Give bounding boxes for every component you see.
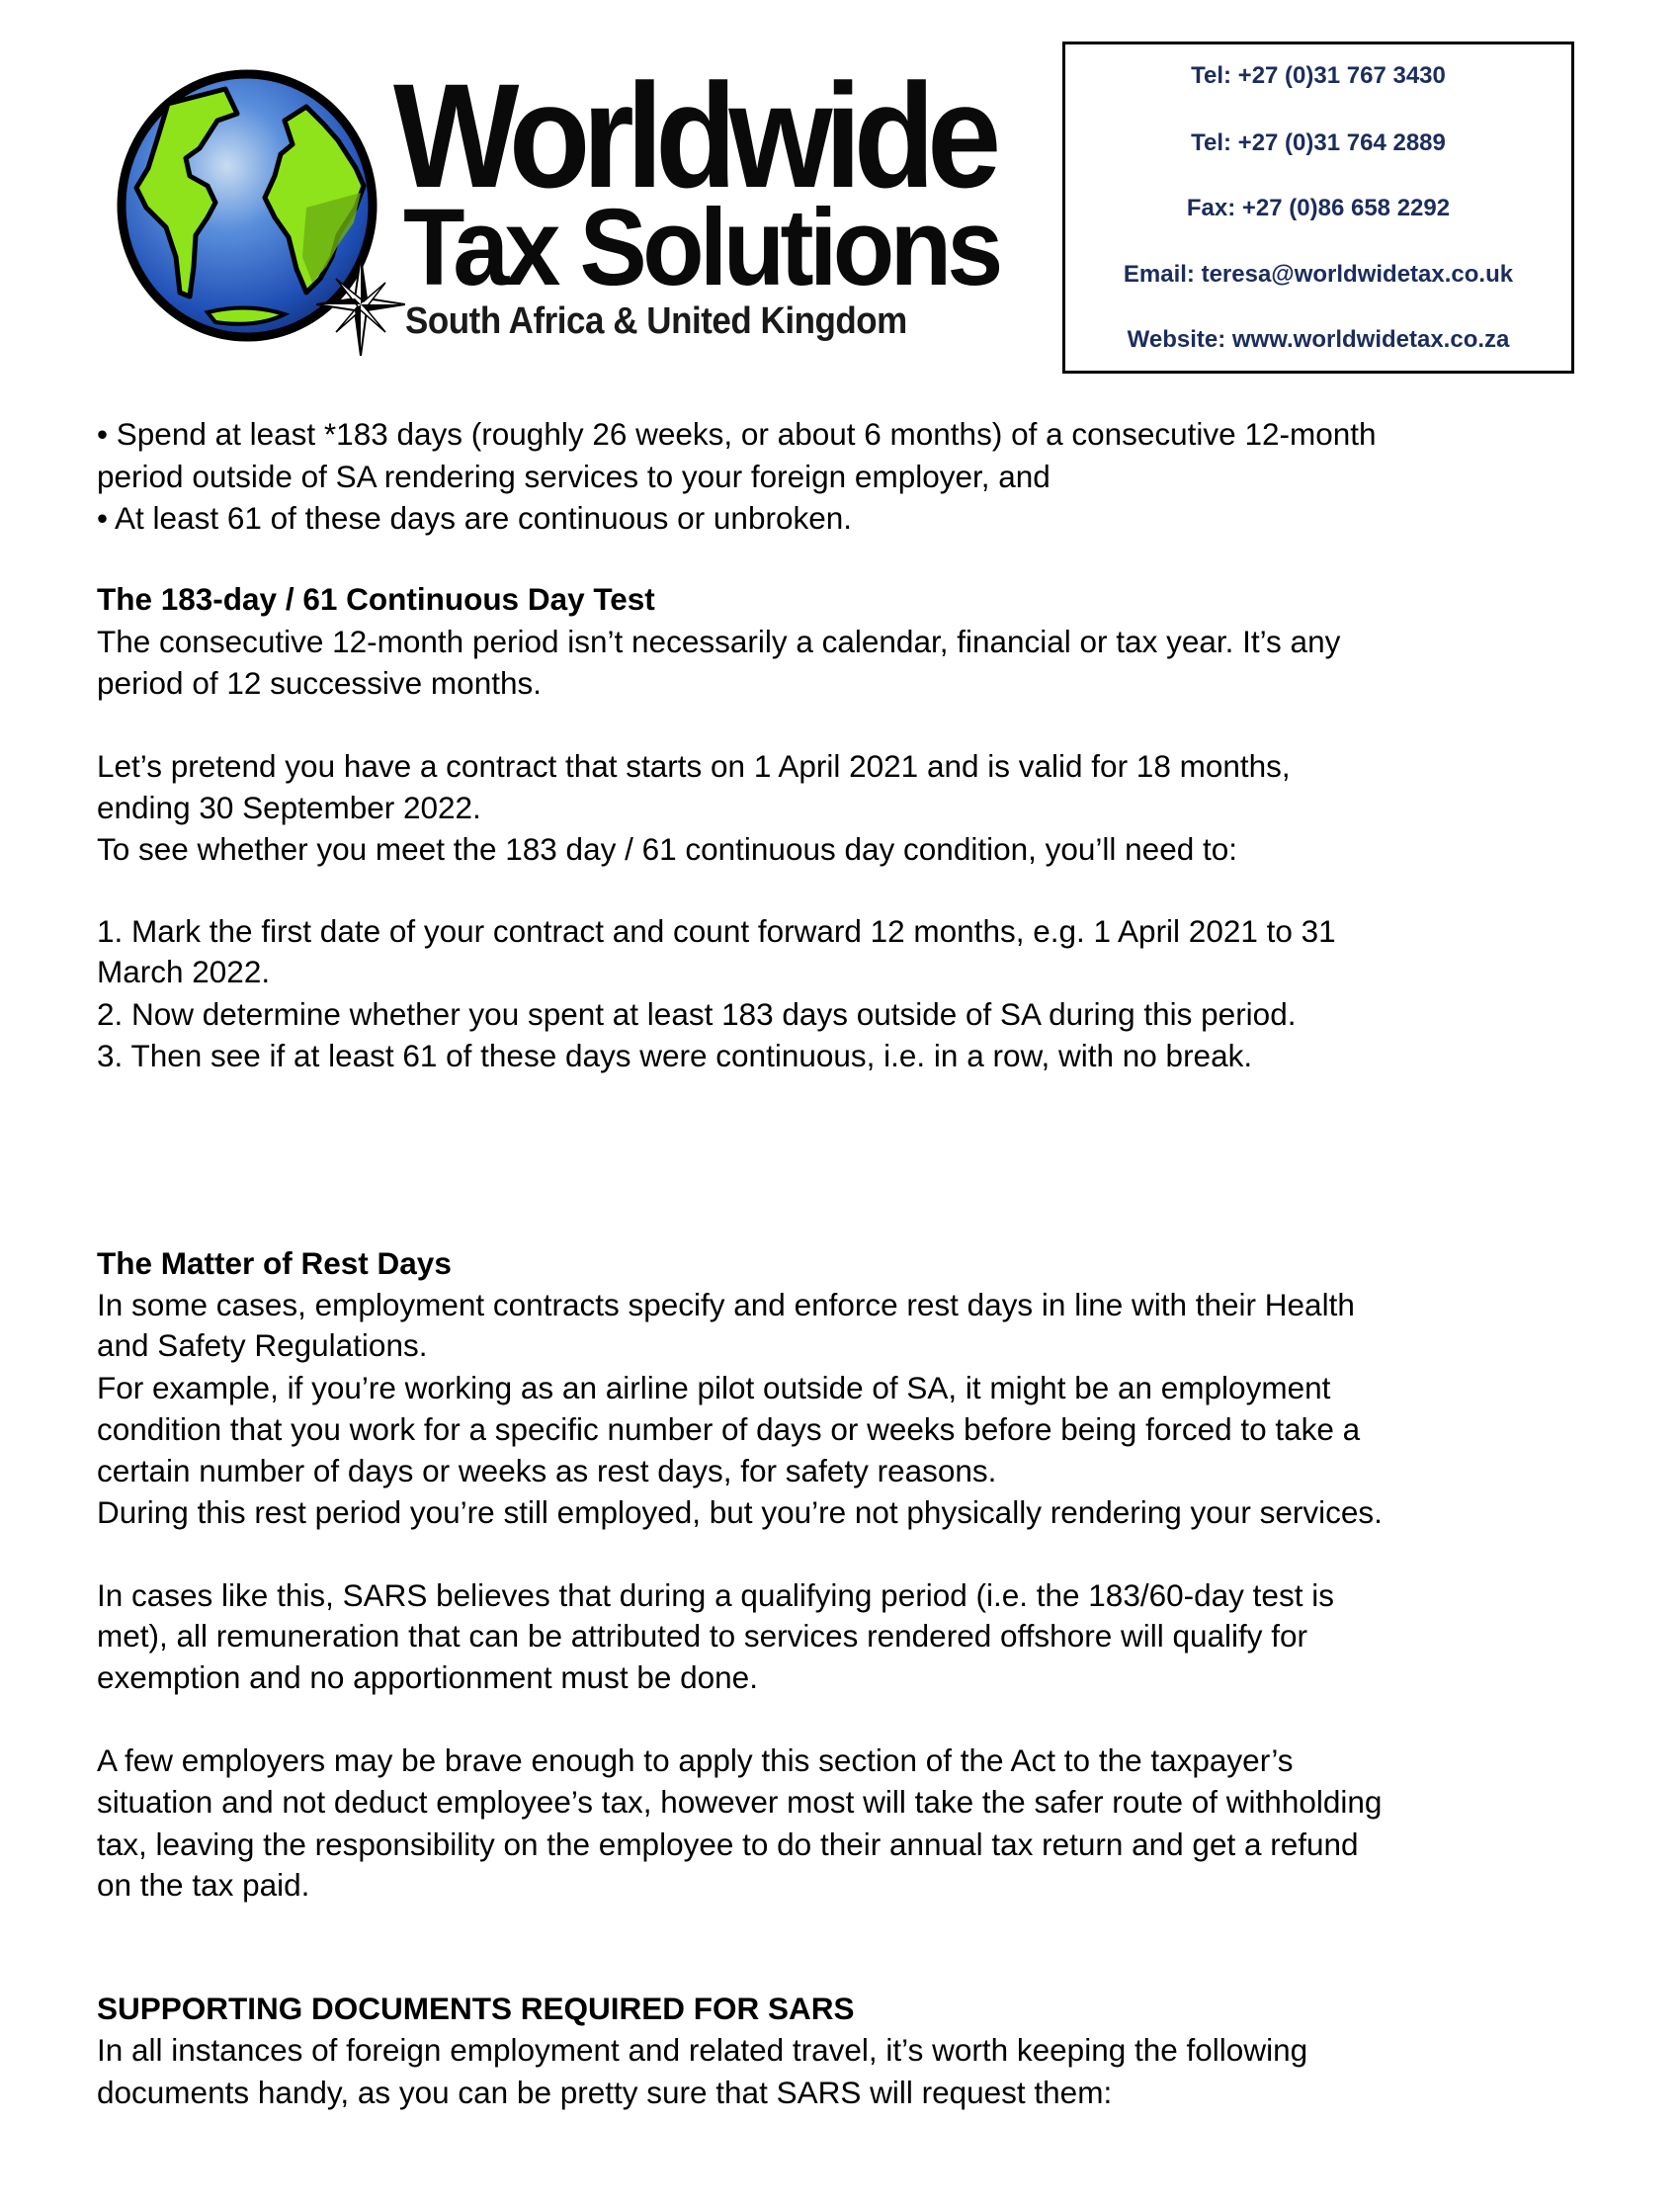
paragraph-line: tax, leaving the responsibility on the employee to do their annual tax return and get a refund [97,1826,1359,1862]
step-line: 2. Now determine whether you spent at least 183 days outside of SA during this period. [97,996,1297,1032]
paragraph-line: met), all remuneration that can be attributed to services rendered offshore will qualify for [97,1618,1308,1654]
contact-tel-2: Tel: +27 (0)31 764 2889 [1191,129,1446,156]
paragraph-line: To see whether you meet the 183 day / 61 continuous day condition, you’ll need to: [97,831,1238,867]
section-heading: The 183-day / 61 Continuous Day Test [97,581,655,617]
bullet-line: • At least 61 of these days are continuous or unbroken. [97,500,853,536]
paragraph-line: ending 30 September 2022. [97,790,481,825]
section-heading: The Matter of Rest Days [97,1245,452,1281]
paragraph-line: During this rest period you’re still employed, but you’re not physically rendering your services. [97,1494,1383,1530]
paragraph-line: certain number of days or weeks as rest days, for safety reasons. [97,1453,997,1488]
paragraph-line: A few employers may be brave enough to apply this section of the Act to the taxpayer’s [97,1742,1294,1778]
step-line: 3. Then see if at least 61 of these days were continuous, i.e. in a row, with no break. [97,1038,1253,1073]
step-line: 1. Mark the first date of your contract and count forward 12 months, e.g. 1 April 2021 to 31 [97,913,1336,949]
paragraph-line: In all instances of foreign employment and related travel, it’s worth keeping the following [97,2032,1308,2068]
paragraph-line: condition that you work for a specific number of days or weeks before being forced to take a [97,1411,1361,1447]
paragraph-line: documents handy, as you can be pretty sure that SARS will request them: [97,2075,1113,2110]
paragraph-line: and Safety Regulations. [97,1327,428,1363]
bullet-line: • Spend at least *183 days (roughly 26 weeks, or about 6 months) of a consecutive 12-month [97,416,1377,452]
paragraph-line: The consecutive 12-month period isn’t necessarily a calendar, financial or tax year. It’s any [97,624,1341,659]
paragraph-line: exemption and no apportionment must be done. [97,1659,758,1695]
bullet-line: period outside of SA rendering services to your foreign employer, and [97,459,1050,494]
step-line: March 2022. [97,954,271,989]
paragraph-line: In cases like this, SARS believes that during a qualifying period (i.e. the 183/60-day test is [97,1577,1334,1613]
contact-tel-1: Tel: +27 (0)31 767 3430 [1191,62,1446,89]
compass-star-icon [316,257,405,356]
paragraph-line: For example, if you’re working as an airline pilot outside of SA, it might be an employment [97,1370,1331,1405]
paragraph-line: period of 12 successive months. [97,665,542,701]
contact-website[interactable]: Website: www.worldwidetax.co.za [1127,326,1510,353]
logo-text-tax-solutions: Tax Solutions [403,187,999,308]
logo-tagline: South Africa & United Kingdom [405,300,907,342]
section-heading: SUPPORTING DOCUMENTS REQUIRED FOR SARS [97,1991,855,2026]
contact-info-box [1062,42,1574,374]
contact-fax: Fax: +27 (0)86 658 2292 [1186,195,1451,221]
paragraph-line: on the tax paid. [97,1867,310,1903]
company-logo [109,52,1028,366]
paragraph-line: situation and not deduct employee’s tax, however most will take the safer route of withholding [97,1784,1383,1820]
paragraph-line: Let’s pretend you have a contract that starts on 1 April 2021 and is valid for 18 months, [97,748,1291,784]
contact-email[interactable]: Email: teresa@worldwidetax.co.uk [1123,261,1514,288]
logo-text-worldwide: Worldwide [393,52,994,218]
paragraph-line: In some cases, employment contracts specify and enforce rest days in line with their Health [97,1287,1355,1322]
